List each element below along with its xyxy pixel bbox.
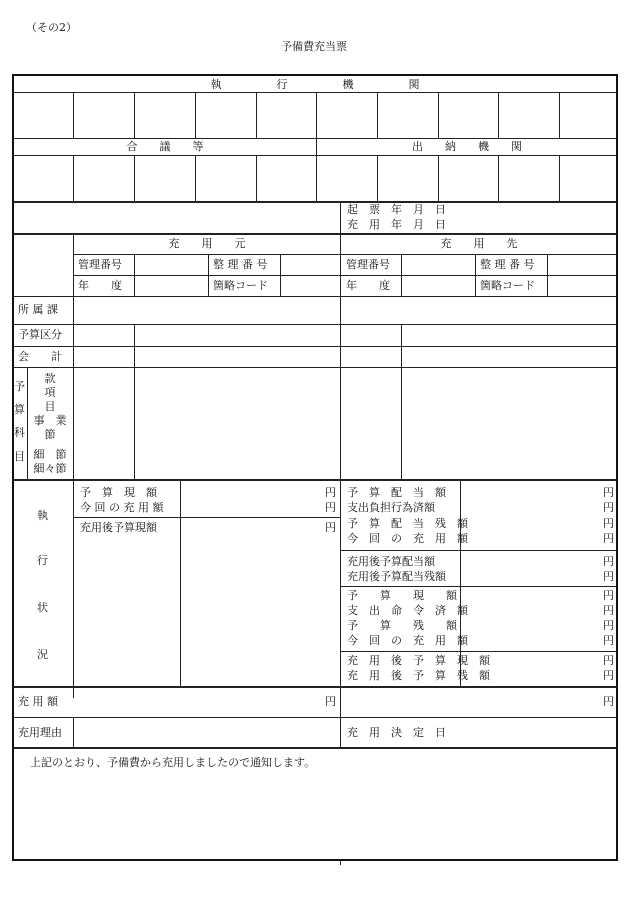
exec-r1-4: 今 回 の 充 用 額 bbox=[347, 532, 468, 545]
amount-source-yen: 円 bbox=[325, 695, 336, 708]
exec-after-budget: 充用後予算現額 bbox=[80, 521, 157, 534]
exec-r1-2: 支出負担行為済額 bbox=[347, 501, 435, 514]
draft-date-label: 起 票 年 月 日 bbox=[347, 203, 446, 216]
exec-r3-2-yen: 円 bbox=[603, 604, 614, 617]
exec-r1-3-yen: 円 bbox=[603, 517, 614, 530]
exec-r3-4-yen: 円 bbox=[603, 634, 614, 647]
exec-current-budget: 予 算 現 額 bbox=[80, 486, 157, 499]
dest-header: 充 用 先 bbox=[440, 237, 518, 250]
exec-r1-2-yen: 円 bbox=[603, 501, 614, 514]
exec-r3-2: 支 出 命 令 済 額 bbox=[347, 604, 468, 617]
exec-r1-4-yen: 円 bbox=[603, 532, 614, 545]
exec-r1-1-yen: 円 bbox=[603, 486, 614, 499]
decision-date-label: 充 用 決 定 日 bbox=[347, 726, 446, 739]
budget-class-label: 予算区分 bbox=[18, 328, 62, 341]
budget-subject-char-2: 算 bbox=[14, 403, 25, 416]
exec-r2-2: 充用後予算配当残額 bbox=[347, 570, 446, 583]
subject-saisetsu: 細 節 bbox=[33, 448, 67, 461]
exec-this-appropriation-yen: 円 bbox=[325, 501, 336, 514]
executing-org-label: 執 行 機 関 bbox=[210, 78, 420, 91]
subject-kou: 項 bbox=[44, 386, 56, 399]
exec-r2-1: 充用後予算配当額 bbox=[347, 555, 435, 568]
disbursing-org-label: 出 納 機 関 bbox=[412, 140, 522, 153]
exec-char-1: 執 bbox=[37, 509, 48, 522]
budget-subject-char-1: 予 bbox=[14, 380, 25, 393]
exec-r4-2-yen: 円 bbox=[603, 669, 614, 682]
form-title: 予備費充当票 bbox=[281, 40, 347, 53]
exec-current-budget-yen: 円 bbox=[325, 486, 336, 499]
source-fiscal-year-label: 年 度 bbox=[78, 279, 122, 292]
reason-label: 充用理由 bbox=[18, 726, 62, 739]
exec-char-2: 行 bbox=[37, 554, 48, 567]
exec-r3-4: 今 回 の 充 用 額 bbox=[347, 634, 468, 647]
subject-moku: 目 bbox=[44, 400, 56, 413]
exec-this-appropriation: 今 回 の 充 用 額 bbox=[80, 501, 164, 514]
exec-after-budget-yen: 円 bbox=[325, 521, 336, 534]
exec-r4-1: 充 用 後 予 算 現 額 bbox=[347, 654, 490, 667]
dest-mgmt-no-label: 管理番号 bbox=[346, 258, 390, 271]
exec-r1-3: 予 算 配 当 残 額 bbox=[347, 517, 468, 530]
exec-r3-3: 予 算 残 額 bbox=[347, 619, 457, 632]
exec-r3-1: 予 算 現 額 bbox=[347, 589, 457, 602]
source-header: 充 用 元 bbox=[168, 237, 246, 250]
dest-abbrev-code-label: 箇略コード bbox=[480, 279, 535, 292]
amount-dest-yen: 円 bbox=[603, 695, 614, 708]
source-abbrev-code-label: 箇略コード bbox=[213, 279, 268, 292]
exec-r1-1: 予 算 配 当 額 bbox=[347, 486, 446, 499]
form-subtitle: （その2） bbox=[26, 21, 77, 34]
appropriation-date-label: 充 用 年 月 日 bbox=[347, 218, 446, 231]
exec-r4-1-yen: 円 bbox=[603, 654, 614, 667]
exec-r2-1-yen: 円 bbox=[603, 555, 614, 568]
dest-ref-no-label: 整 理 番 号 bbox=[480, 258, 535, 271]
source-mgmt-no-label: 管理番号 bbox=[78, 258, 122, 271]
form-frame bbox=[12, 74, 618, 861]
subject-saisaisetsu: 細々節 bbox=[33, 462, 67, 475]
budget-subject-char-4: 目 bbox=[14, 450, 25, 463]
exec-r3-1-yen: 円 bbox=[603, 589, 614, 602]
subject-setsu: 節 bbox=[44, 428, 56, 441]
budget-subject-char-3: 科 bbox=[14, 426, 25, 439]
dest-fiscal-year-label: 年 度 bbox=[346, 279, 390, 292]
exec-r3-3-yen: 円 bbox=[603, 619, 614, 632]
amount-label: 充 用 額 bbox=[18, 695, 58, 708]
department-label: 所 属 課 bbox=[18, 303, 58, 316]
exec-r4-2: 充 用 後 予 算 残 額 bbox=[347, 669, 490, 682]
accounting-label: 会 計 bbox=[18, 350, 62, 363]
subject-kan: 款 bbox=[44, 372, 56, 385]
council-label: 合 議 等 bbox=[126, 140, 204, 153]
subject-jigyou: 事 業 bbox=[33, 414, 67, 427]
source-ref-no-label: 整 理 番 号 bbox=[213, 258, 268, 271]
exec-char-4: 況 bbox=[37, 648, 48, 661]
exec-char-3: 状 bbox=[37, 601, 48, 614]
exec-r2-2-yen: 円 bbox=[603, 570, 614, 583]
notice-text: 上記のとおり、予備費から充用しましたので通知します。 bbox=[30, 756, 316, 769]
